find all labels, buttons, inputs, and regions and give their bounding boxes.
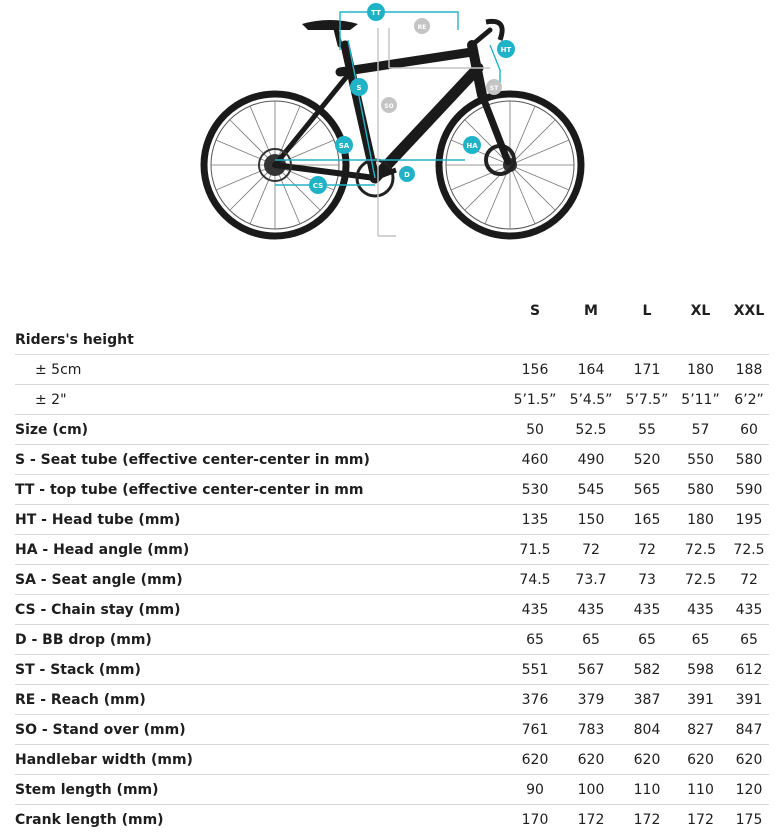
value-cell: 188 (729, 355, 769, 385)
row-label: Handlebar width (mm) (15, 745, 510, 775)
row-label: ± 5cm (15, 355, 510, 385)
value-cell: 620 (672, 745, 729, 775)
value-cell: 580 (672, 475, 729, 505)
value-cell: 376 (510, 685, 560, 715)
geometry-table-body (15, 325, 769, 834)
value-cell: 175 (729, 805, 769, 834)
value-cell (510, 325, 560, 355)
value-cell: 90 (510, 775, 560, 805)
size-header-m: M (560, 296, 622, 325)
value-cell: 530 (510, 475, 560, 505)
table-row (15, 415, 769, 445)
value-cell: 545 (560, 475, 622, 505)
value-cell: 761 (510, 715, 560, 745)
value-cell: 72.5 (729, 535, 769, 565)
table-row (15, 595, 769, 625)
value-cell: 180 (672, 355, 729, 385)
value-cell: 580 (729, 445, 769, 475)
table-row (15, 625, 769, 655)
table-row (15, 325, 769, 355)
table-row (15, 745, 769, 775)
svg-text:HT: HT (501, 46, 512, 54)
value-cell: 73.7 (560, 565, 622, 595)
table-row (15, 685, 769, 715)
svg-text:CS: CS (313, 182, 323, 190)
row-label: Riders's height (15, 325, 510, 355)
value-cell: 804 (622, 715, 672, 745)
value-cell: 620 (510, 745, 560, 775)
size-header-xl: XL (672, 296, 729, 325)
value-cell (560, 325, 622, 355)
value-cell: 550 (672, 445, 729, 475)
value-cell: 435 (622, 595, 672, 625)
row-label: TT - top tube (effective center-center in mm (15, 475, 510, 505)
value-cell: 170 (510, 805, 560, 834)
value-cell: 171 (622, 355, 672, 385)
row-label: S - Seat tube (effective center-center in mm) (15, 445, 510, 475)
table-row (15, 775, 769, 805)
row-label: ± 2" (15, 385, 510, 415)
value-cell (729, 325, 769, 355)
value-cell: 620 (622, 745, 672, 775)
value-cell: 65 (729, 625, 769, 655)
value-cell: 598 (672, 655, 729, 685)
value-cell: 582 (622, 655, 672, 685)
svg-text:ST: ST (490, 85, 499, 92)
row-label: SA - Seat angle (mm) (15, 565, 510, 595)
value-cell: 520 (622, 445, 672, 475)
value-cell: 391 (672, 685, 729, 715)
geometry-table (15, 296, 769, 834)
marker-s (350, 78, 368, 96)
value-cell: 590 (729, 475, 769, 505)
value-cell: 5’4.5” (560, 385, 622, 415)
value-cell: 565 (622, 475, 672, 505)
svg-text:HA: HA (466, 142, 478, 150)
value-cell: 387 (622, 685, 672, 715)
marker-sa (335, 136, 353, 154)
value-cell: 435 (510, 595, 560, 625)
table-row (15, 445, 769, 475)
marker-d (399, 166, 415, 182)
row-label: Stem length (mm) (15, 775, 510, 805)
marker-tt (367, 3, 385, 21)
row-label: HA - Head angle (mm) (15, 535, 510, 565)
row-label: SO - Stand over (mm) (15, 715, 510, 745)
size-header-xxl: XXL (729, 296, 769, 325)
svg-text:SA: SA (339, 142, 350, 150)
marker-ha (463, 136, 481, 154)
svg-text:S: S (356, 84, 361, 92)
value-cell: 52.5 (560, 415, 622, 445)
value-cell: 100 (560, 775, 622, 805)
marker-ht (497, 40, 515, 58)
value-cell: 612 (729, 655, 769, 685)
table-row (15, 475, 769, 505)
value-cell: 72 (622, 535, 672, 565)
marker-so (381, 97, 397, 113)
value-cell: 5’11” (672, 385, 729, 415)
value-cell: 72 (560, 535, 622, 565)
value-cell: 5’1.5” (510, 385, 560, 415)
value-cell: 71.5 (510, 535, 560, 565)
value-cell: 551 (510, 655, 560, 685)
value-cell: 195 (729, 505, 769, 535)
row-label: Size (cm) (15, 415, 510, 445)
value-cell: 156 (510, 355, 560, 385)
value-cell: 65 (622, 625, 672, 655)
value-cell: 150 (560, 505, 622, 535)
value-cell: 65 (560, 625, 622, 655)
value-cell: 847 (729, 715, 769, 745)
value-cell: 827 (672, 715, 729, 745)
value-cell: 72 (729, 565, 769, 595)
table-row (15, 385, 769, 415)
svg-text:RE: RE (418, 24, 427, 31)
value-cell: 391 (729, 685, 769, 715)
value-cell: 783 (560, 715, 622, 745)
bike-geometry-figure (190, 0, 590, 245)
svg-text:SO: SO (384, 103, 393, 110)
size-header-s: S (510, 296, 560, 325)
table-row (15, 535, 769, 565)
value-cell: 65 (510, 625, 560, 655)
value-cell: 435 (560, 595, 622, 625)
value-cell: 110 (622, 775, 672, 805)
value-cell: 110 (672, 775, 729, 805)
value-cell: 620 (729, 745, 769, 775)
value-cell: 55 (622, 415, 672, 445)
marker-cs (309, 176, 327, 194)
value-cell: 620 (560, 745, 622, 775)
table-row (15, 715, 769, 745)
value-cell: 379 (560, 685, 622, 715)
svg-text:TT: TT (371, 9, 381, 17)
value-cell: 57 (672, 415, 729, 445)
svg-text:D: D (404, 171, 410, 179)
value-cell: 73 (622, 565, 672, 595)
value-cell: 435 (672, 595, 729, 625)
value-cell: 172 (622, 805, 672, 834)
row-label: D - BB drop (mm) (15, 625, 510, 655)
value-cell: 172 (672, 805, 729, 834)
value-cell: 50 (510, 415, 560, 445)
value-cell: 72.5 (672, 535, 729, 565)
value-cell: 135 (510, 505, 560, 535)
value-cell: 165 (622, 505, 672, 535)
row-label: Crank length (mm) (15, 805, 510, 834)
value-cell: 567 (560, 655, 622, 685)
value-cell: 60 (729, 415, 769, 445)
row-label: HT - Head tube (mm) (15, 505, 510, 535)
value-cell: 120 (729, 775, 769, 805)
table-row (15, 355, 769, 385)
value-cell: 435 (729, 595, 769, 625)
value-cell: 164 (560, 355, 622, 385)
header-label-cell (15, 296, 510, 325)
value-cell: 72.5 (672, 565, 729, 595)
value-cell: 74.5 (510, 565, 560, 595)
value-cell: 172 (560, 805, 622, 834)
value-cell: 65 (672, 625, 729, 655)
table-row (15, 505, 769, 535)
marker-re (414, 18, 430, 34)
value-cell: 490 (560, 445, 622, 475)
value-cell: 180 (672, 505, 729, 535)
row-label: ST - Stack (mm) (15, 655, 510, 685)
bike-illustration (190, 0, 590, 245)
table-row (15, 565, 769, 595)
table-row (15, 655, 769, 685)
value-cell: 6’2” (729, 385, 769, 415)
marker-st (486, 79, 502, 95)
size-header-row (15, 296, 769, 325)
value-cell (672, 325, 729, 355)
table-row (15, 805, 769, 834)
row-label: CS - Chain stay (mm) (15, 595, 510, 625)
value-cell (622, 325, 672, 355)
value-cell: 460 (510, 445, 560, 475)
value-cell: 5’7.5” (622, 385, 672, 415)
row-label: RE - Reach (mm) (15, 685, 510, 715)
size-header-l: L (622, 296, 672, 325)
front-wheel (439, 94, 581, 236)
saddle (302, 20, 358, 30)
